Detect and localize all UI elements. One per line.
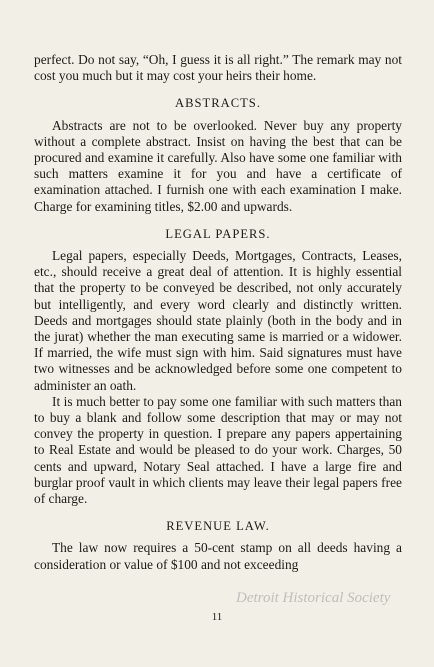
- intro-paragraph: perfect. Do not say, “Oh, I guess it is all right.” The remark may not cost you much but it may cost your heirs their home.: [34, 52, 402, 84]
- abstracts-heading: ABSTRACTS.: [175, 96, 261, 111]
- legal-papers-heading: LEGAL PAPERS.: [165, 226, 271, 241]
- legal-papers-paragraph-2: It is much better to pay some one familiar with such matters than to buy a blank and follow some description that may or may not convey the property in question. I prepare any papers appertaining to Real Estate and would be pleased to do your work. Charges, 50 cents and upward, Notary Seal attached. I have a large fire and burglar proof vault in which clients may leave their legal papers free of charge.: [34, 393, 402, 507]
- page-number: 11: [211, 611, 223, 623]
- revenue-law-heading: REVENUE LAW.: [166, 519, 270, 534]
- watermark: Detroit Historical Society: [236, 590, 391, 606]
- page-text: [34, 52, 402, 573]
- revenue-law-paragraph: The law now requires a 50-cent stamp on all deeds having a consideration or value of $100 and not exceeding: [34, 540, 402, 572]
- legal-papers-paragraph-1: Legal papers, especially Deeds, Mortgages, Contracts, Leases, etc., should receive a great deal of attention. It is highly essential that the property to be conveyed be described, not only accurately but intelligently, and every word clearly and distinctly written. Deeds and mortgages should state plainly (both in the body and in the jurat) whether the man executing same is married or a widower. If married, the wife must sign with him. Said signatures must have two witnesses and be acknowledged before some one competent to administer an oath.: [34, 248, 402, 393]
- abstracts-paragraph: Abstracts are not to be overlooked. Never buy any property without a complete abstract. Insist on having the best that can be procured and examine it carefully. Also have some one familiar with such matters examine it for you and have a certificate of examination attached. I furnish one with each examination I make. Charge for examining titles, $2.00 and upwards.: [34, 117, 402, 214]
